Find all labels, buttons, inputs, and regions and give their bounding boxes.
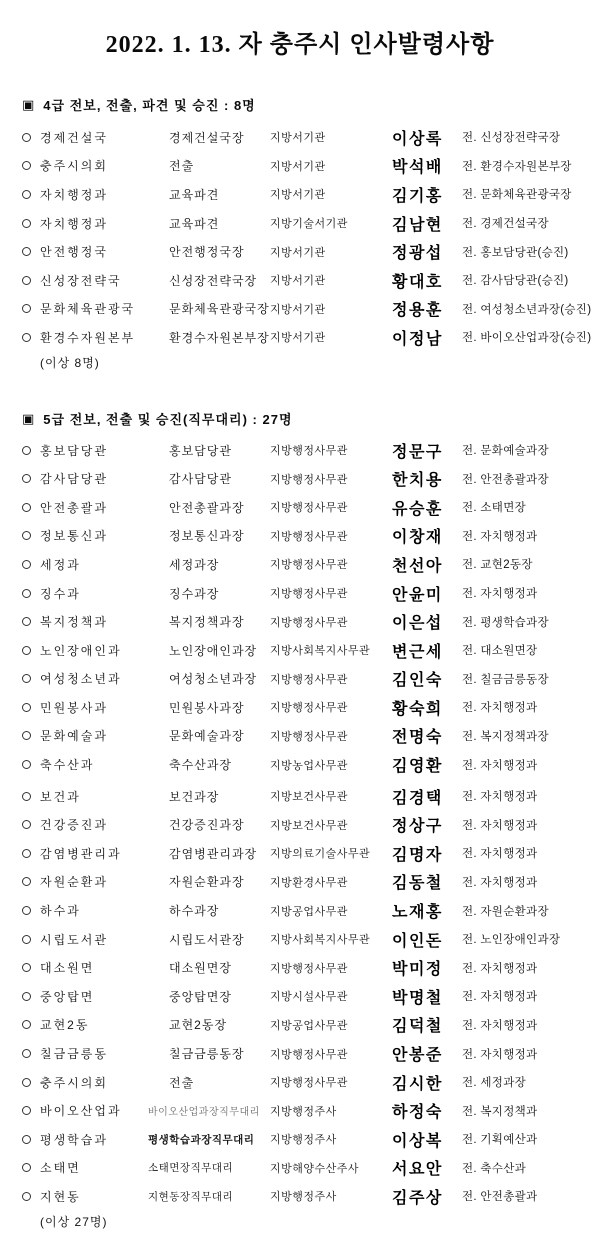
row-former-position: 전. 자치행정과	[462, 991, 538, 1004]
row-former-position: 전. 복지정책과	[462, 1105, 538, 1118]
row-bullet-icon	[22, 304, 31, 313]
row-department: 징수과	[40, 586, 81, 601]
row-former-position: 전. 평생학습과장	[462, 616, 549, 629]
row-rank: 지방행정사무관	[270, 530, 348, 543]
row-bullet-icon	[22, 674, 31, 683]
row-new-position: 보건과장	[169, 789, 220, 804]
row-new-position: 바이오산업과장직무대리	[148, 1107, 260, 1119]
row-bullet-icon	[22, 190, 31, 199]
row-former-position: 전. 소태면장	[462, 502, 527, 515]
personnel-row	[0, 693, 600, 722]
row-former-position: 전. 교현2동장	[462, 559, 533, 572]
personnel-row	[0, 493, 600, 522]
row-department: 경제건설국	[40, 130, 108, 145]
personnel-row	[0, 896, 600, 925]
row-person-name: 김주상	[392, 1189, 443, 1207]
row-bullet-icon	[22, 219, 31, 228]
section-grade4-heading: 4급 전보, 전출, 파견 및 승진 : 8명	[43, 98, 256, 113]
row-bullet-icon	[22, 1020, 31, 1029]
row-former-position: 전. 문화예술과장	[462, 445, 549, 458]
row-person-name: 하정숙	[392, 1104, 443, 1122]
row-bullet-icon	[22, 1163, 31, 1172]
row-bullet-icon	[22, 1106, 31, 1115]
row-bullet-icon	[22, 731, 31, 740]
row-person-name: 박석배	[392, 159, 443, 177]
row-former-position: 전. 자치행정과	[462, 819, 538, 832]
row-former-position: 전. 자치행정과	[462, 962, 538, 975]
section-grade4-rows	[0, 123, 600, 352]
row-department: 문화예술과	[40, 729, 108, 744]
row-new-position: 안전행정국장	[169, 245, 245, 260]
row-rank: 지방기술서기관	[270, 218, 348, 231]
row-new-position: 환경수자원본부장	[169, 330, 270, 345]
row-department: 바이오산업과	[40, 1104, 122, 1119]
row-former-position: 전. 자치행정과	[462, 876, 538, 889]
row-department: 감사담당관	[40, 472, 108, 487]
personnel-row	[0, 782, 600, 811]
row-person-name: 정상구	[392, 818, 443, 836]
row-new-position: 세정과장	[169, 557, 220, 572]
row-rank: 지방행정주사	[270, 1191, 337, 1204]
row-rank: 지방행정사무관	[270, 616, 348, 629]
row-rank: 지방행정사무관	[270, 588, 348, 601]
row-person-name: 이상복	[392, 1132, 443, 1150]
row-department: 복지정책과	[40, 615, 108, 630]
row-former-position: 전. 자치행정과	[462, 702, 538, 715]
row-rank: 지방농업사무관	[270, 759, 348, 772]
row-person-name: 안봉준	[392, 1047, 443, 1065]
row-department: 하수과	[40, 904, 81, 919]
row-rank: 지방행정사무관	[270, 502, 348, 515]
row-former-position: 전. 세정과장	[462, 1077, 527, 1090]
row-rank: 지방행정사무관	[270, 445, 348, 458]
row-person-name: 김인숙	[392, 672, 443, 690]
row-bullet-icon	[22, 589, 31, 598]
row-rank: 지방서기관	[270, 160, 326, 173]
row-former-position: 전. 여성청소년과장(승진)	[462, 303, 592, 316]
row-former-position: 전. 자치행정과	[462, 1019, 538, 1032]
row-department: 문화체육관광국	[40, 302, 136, 317]
row-new-position: 경제건설국장	[169, 130, 245, 145]
row-department: 자원순환과	[40, 875, 108, 890]
row-department: 축수산과	[40, 758, 95, 773]
row-department: 민원봉사과	[40, 700, 108, 715]
row-bullet-icon	[22, 503, 31, 512]
row-new-position: 하수과장	[169, 904, 220, 919]
row-person-name: 김기홍	[392, 187, 443, 205]
personnel-row	[0, 550, 600, 579]
row-former-position: 전. 자치행정과	[462, 530, 538, 543]
row-department: 정보통신과	[40, 529, 108, 544]
row-new-position: 평생학습과장직무대리	[148, 1133, 255, 1146]
personnel-row	[0, 722, 600, 751]
row-rank: 지방행정주사	[270, 1105, 337, 1118]
personnel-row	[0, 266, 600, 295]
personnel-row	[0, 607, 600, 636]
row-new-position: 지현동장직무대리	[148, 1190, 234, 1203]
section-grade4-footer: (이상 8명)	[40, 356, 100, 371]
row-bullet-icon	[22, 161, 31, 170]
row-former-position: 전. 노인장애인과장	[462, 934, 561, 947]
row-former-position: 전. 신성장전략국장	[462, 132, 561, 145]
row-bullet-icon	[22, 935, 31, 944]
row-person-name: 김시한	[392, 1075, 443, 1093]
row-former-position: 전. 기획예산과	[462, 1134, 538, 1147]
row-person-name: 변근세	[392, 643, 443, 661]
row-person-name: 김영환	[392, 758, 443, 776]
personnel-row	[0, 1068, 600, 1097]
row-rank: 지방사회복지사무관	[270, 934, 371, 947]
row-rank: 지방서기관	[270, 189, 326, 202]
row-new-position: 자원순환과장	[169, 875, 245, 890]
row-person-name: 전명숙	[392, 729, 443, 747]
row-former-position: 전. 감사담당관(승진)	[462, 275, 569, 288]
personnel-row	[0, 1011, 600, 1040]
row-rank: 지방서기관	[270, 275, 326, 288]
section-grade5-heading: 5급 전보, 전출 및 승진(직무대리) : 27명	[43, 411, 293, 427]
row-rank: 지방사회복지사무관	[270, 645, 371, 658]
row-rank: 지방보건사무관	[270, 791, 348, 804]
row-bullet-icon	[22, 333, 31, 342]
row-new-position: 대소원면장	[169, 961, 232, 976]
personnel-row	[0, 209, 600, 238]
row-person-name: 이상록	[392, 130, 443, 148]
row-new-position: 감염병관리과장	[169, 846, 258, 861]
personnel-row	[0, 810, 600, 839]
row-new-position: 문화체육관광국장	[169, 302, 270, 317]
row-bullet-icon	[22, 849, 31, 858]
row-department: 평생학습과	[40, 1132, 108, 1147]
row-department: 신성장전략국	[40, 273, 122, 288]
row-rank: 지방행정주사	[270, 1134, 337, 1147]
section-grade5-footer: (이상 27명)	[40, 1215, 108, 1230]
row-former-position: 전. 환경수자원본부장	[462, 160, 572, 173]
row-former-position: 전. 칠금금릉동장	[462, 673, 549, 686]
personnel-row	[0, 180, 600, 209]
row-rank: 지방공업사무관	[270, 1019, 348, 1032]
row-department: 홍보담당관	[40, 443, 108, 458]
personnel-row	[0, 636, 600, 665]
section-marker-icon: ▣	[22, 410, 36, 426]
row-person-name: 정문구	[392, 443, 443, 461]
row-rank: 지방시설사무관	[270, 991, 348, 1004]
personnel-row	[0, 1125, 600, 1154]
personnel-row	[0, 868, 600, 897]
personnel-row	[0, 750, 600, 779]
row-department: 보건과	[40, 789, 81, 804]
row-person-name: 김덕철	[392, 1018, 443, 1036]
row-bullet-icon	[22, 560, 31, 569]
row-person-name: 이창재	[392, 529, 443, 547]
row-new-position: 축수산과장	[169, 758, 232, 773]
row-rank: 지방행정사무관	[270, 962, 348, 975]
row-new-position: 교육파견	[169, 187, 220, 202]
row-department: 칠금금릉동	[40, 1047, 108, 1062]
row-rank: 지방공업사무관	[270, 905, 348, 918]
section-marker-icon: ▣	[22, 97, 36, 112]
personnel-row	[0, 1096, 600, 1125]
row-department: 지현동	[40, 1189, 81, 1204]
row-department: 충주시의회	[40, 1075, 108, 1090]
row-new-position: 복지정책과장	[169, 615, 245, 630]
row-bullet-icon	[22, 1049, 31, 1058]
row-former-position: 전. 자치행정과	[462, 1048, 538, 1061]
row-new-position: 여성청소년과장	[169, 672, 258, 687]
row-bullet-icon	[22, 792, 31, 801]
row-former-position: 전. 자치행정과	[462, 588, 538, 601]
row-new-position: 교육파견	[169, 216, 220, 231]
personnel-row	[0, 1039, 600, 1068]
section-grade5	[0, 409, 600, 1233]
row-person-name: 황숙희	[392, 700, 443, 718]
row-new-position: 중앙탑면장	[169, 989, 232, 1004]
row-bullet-icon	[22, 276, 31, 285]
row-rank: 지방행정사무관	[270, 730, 348, 743]
personnel-row	[0, 522, 600, 551]
row-department: 안전행정국	[40, 245, 108, 260]
row-bullet-icon	[22, 247, 31, 256]
row-department: 중앙탑면	[40, 989, 95, 1004]
row-person-name: 김명자	[392, 846, 443, 864]
row-department: 감염병관리과	[40, 846, 122, 861]
row-new-position: 감사담당관	[169, 472, 232, 487]
row-bullet-icon	[22, 133, 31, 142]
row-new-position: 신성장전략국장	[169, 273, 258, 288]
personnel-row	[0, 982, 600, 1011]
row-bullet-icon	[22, 992, 31, 1001]
row-person-name: 이정남	[392, 330, 443, 348]
page-title: 2022. 1. 13. 자 충주시 인사발령사항	[105, 32, 495, 58]
row-rank: 지방서기관	[270, 246, 326, 259]
row-person-name: 정광섭	[392, 245, 443, 263]
row-bullet-icon	[22, 1135, 31, 1144]
row-bullet-icon	[22, 820, 31, 829]
row-person-name: 박명철	[392, 989, 443, 1007]
personnel-row	[0, 152, 600, 181]
personnel-row	[0, 1182, 600, 1211]
section-grade5-rows	[0, 436, 600, 1211]
row-rank: 지방서기관	[270, 303, 326, 316]
personnel-row	[0, 1154, 600, 1183]
row-former-position: 전. 문화체육관광국장	[462, 189, 572, 202]
personnel-row	[0, 953, 600, 982]
personnel-row	[0, 925, 600, 954]
row-person-name: 안윤미	[392, 586, 443, 604]
row-bullet-icon	[22, 1078, 31, 1087]
row-bullet-icon	[22, 963, 31, 972]
row-bullet-icon	[22, 646, 31, 655]
row-new-position: 칠금금릉동장	[169, 1047, 245, 1062]
row-department: 건강증진과	[40, 818, 108, 833]
row-department: 세정과	[40, 557, 81, 572]
row-new-position: 시립도서관장	[169, 932, 245, 947]
row-person-name: 김남현	[392, 216, 443, 234]
row-bullet-icon	[22, 446, 31, 455]
row-person-name: 김경택	[392, 789, 443, 807]
row-rank: 지방서기관	[270, 132, 326, 145]
row-department: 충주시의회	[40, 159, 108, 174]
row-rank: 지방행정사무관	[270, 1077, 348, 1090]
row-rank: 지방행정사무관	[270, 1048, 348, 1061]
row-new-position: 전출	[169, 159, 195, 174]
row-rank: 지방행정사무관	[270, 559, 348, 572]
row-bullet-icon	[22, 617, 31, 626]
row-bullet-icon	[22, 474, 31, 483]
row-former-position: 전. 경제건설국장	[462, 218, 549, 231]
section-grade5-header	[22, 409, 600, 428]
row-former-position: 전. 안전총괄과장	[462, 473, 549, 486]
row-new-position: 민원봉사과장	[169, 700, 245, 715]
row-bullet-icon	[22, 703, 31, 712]
personnel-row	[0, 579, 600, 608]
row-bullet-icon	[22, 531, 31, 540]
row-bullet-icon	[22, 760, 31, 769]
row-bullet-icon	[22, 1192, 31, 1201]
row-person-name: 박미정	[392, 961, 443, 979]
row-former-position: 전. 자치행정과	[462, 848, 538, 861]
row-bullet-icon	[22, 877, 31, 886]
personnel-row	[0, 295, 600, 324]
row-department: 교현2동	[40, 1018, 90, 1033]
row-person-name: 이은섭	[392, 615, 443, 633]
row-new-position: 전출	[169, 1075, 195, 1090]
row-new-position: 홍보담당관	[169, 443, 232, 458]
personnel-row	[0, 123, 600, 152]
row-person-name: 정용훈	[392, 302, 443, 320]
row-department: 소태면	[40, 1161, 81, 1176]
row-person-name: 황대호	[392, 273, 443, 291]
row-former-position: 전. 안전총괄과	[462, 1191, 538, 1204]
row-new-position: 노인장애인과장	[169, 643, 258, 658]
row-new-position: 안전총괄과장	[169, 500, 245, 515]
row-former-position: 전. 홍보담당관(승진)	[462, 246, 569, 259]
row-rank: 지방서기관	[270, 332, 326, 345]
row-person-name: 이인돈	[392, 932, 443, 950]
personnel-row	[0, 323, 600, 352]
row-person-name: 유승훈	[392, 500, 443, 518]
row-department: 안전총괄과	[40, 500, 108, 515]
row-department: 자치행정과	[40, 216, 108, 231]
row-new-position: 소태면장직무대리	[148, 1162, 234, 1175]
personnel-row	[0, 436, 600, 465]
row-rank: 지방환경사무관	[270, 876, 348, 889]
row-new-position: 교현2동장	[169, 1018, 228, 1033]
row-rank: 지방의료기술사무관	[270, 848, 371, 861]
row-rank: 지방보건사무관	[270, 819, 348, 832]
row-rank: 지방행정사무관	[270, 702, 348, 715]
row-new-position: 건강증진과장	[169, 818, 245, 833]
section-grade4	[0, 95, 600, 374]
row-person-name: 김동철	[392, 875, 443, 893]
row-former-position: 전. 자치행정과	[462, 759, 538, 772]
row-department: 환경수자원본부	[40, 330, 136, 345]
row-new-position: 징수과장	[169, 586, 220, 601]
row-department: 시립도서관	[40, 932, 108, 947]
row-former-position: 전. 자치행정과	[462, 791, 538, 804]
row-person-name: 천선아	[392, 557, 443, 575]
row-bullet-icon	[22, 906, 31, 915]
row-rank: 지방행정사무관	[270, 673, 348, 686]
personnel-row	[0, 665, 600, 694]
row-rank: 지방해양수산주사	[270, 1162, 360, 1175]
row-former-position: 전. 대소원면장	[462, 645, 538, 658]
row-person-name: 한치용	[392, 472, 443, 490]
section-grade4-header	[22, 95, 600, 114]
row-former-position: 전. 축수산과	[462, 1162, 527, 1175]
personnel-row	[0, 237, 600, 266]
row-former-position: 전. 바이오산업과장(승진)	[462, 332, 592, 345]
row-person-name: 서요안	[392, 1161, 443, 1179]
personnel-row	[0, 464, 600, 493]
row-former-position: 전. 복지정책과장	[462, 730, 549, 743]
row-department: 대소원면	[40, 961, 95, 976]
row-former-position: 전. 자원순환과장	[462, 905, 549, 918]
row-new-position: 정보통신과장	[169, 529, 245, 544]
row-department: 자치행정과	[40, 187, 108, 202]
row-rank: 지방행정사무관	[270, 473, 348, 486]
row-new-position: 문화예술과장	[169, 729, 245, 744]
row-department: 노인장애인과	[40, 643, 122, 658]
personnel-row	[0, 839, 600, 868]
row-person-name: 노재홍	[392, 904, 443, 922]
row-department: 여성청소년과	[40, 672, 122, 687]
